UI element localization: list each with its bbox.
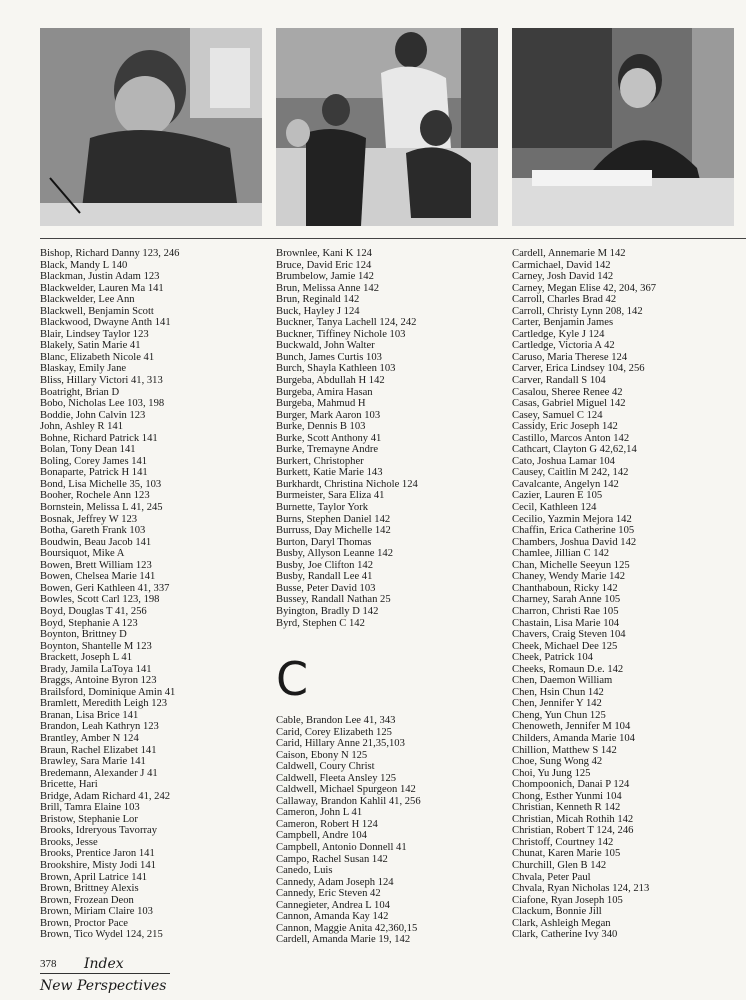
index-entry: John, Ashley R 141 — [40, 421, 123, 433]
index-entry: Bishop, Richard Danny 123, 246 — [40, 248, 180, 259]
index-entry: Botha, Gareth Frank 103 — [40, 525, 146, 537]
index-entry: Casey, Samuel C 124 — [512, 409, 603, 421]
index-entry: Cheek, Patrick 104 — [512, 652, 593, 664]
page-number: 378 — [40, 958, 57, 970]
index-entry: Bonaparte, Patrick H 141 — [40, 467, 148, 479]
index-entry: Burgeba, Amira Hasan — [276, 386, 373, 398]
index-entry: Brownlee, Kani K 124 — [276, 248, 372, 259]
index-entry: Byington, Bradly D 142 — [276, 605, 379, 617]
index-entry: Black, Mandy L 140 — [40, 259, 128, 271]
index-column-1 — [40, 248, 265, 941]
index-entry: Braun, Rachel Elizabet 141 — [40, 744, 157, 756]
index-entry: Bosnak, Jeffrey W 123 — [40, 513, 138, 525]
index-entry: Burmeister, Sara Eliza 41 — [276, 490, 385, 502]
index-entry: Cheng, Yun Chun 125 — [512, 709, 606, 721]
index-entry: Chan, Michelle Seeyun 125 — [512, 559, 630, 571]
index-entry: Caldwell, Michael Spurgeon 142 — [276, 784, 416, 796]
index-entry: Cameron, John L 41 — [276, 807, 363, 819]
index-entry: Chambers, Joshua David 142 — [512, 536, 637, 548]
index-entry: Caldwell, Coury Christ — [276, 761, 375, 773]
index-entry: Burkhardt, Christina Nichole 124 — [276, 478, 418, 490]
index-entry: Brown, Frozean Deon — [40, 894, 134, 906]
index-entry: Clark, Catherine Ivy 340 — [512, 929, 618, 941]
index-entry: Burgeba, Mahmud H — [276, 398, 366, 410]
index-entry: Chen, Hsin Chun 142 — [512, 686, 604, 698]
index-entry: Bussey, Randall Nathan 25 — [276, 594, 391, 606]
index-entry: Cheek, Michael Dee 125 — [512, 640, 618, 652]
index-entry: Bristow, Stephanie Lor — [40, 813, 138, 825]
index-entry: Blanc, Elizabeth Nicole 41 — [40, 351, 155, 363]
index-entry: Bredemann, Alexander J 41 — [40, 767, 158, 779]
index-entry: Cheeks, Romaun D.e. 142 — [512, 663, 624, 675]
index-entry: Ciafone, Ryan Joseph 105 — [512, 894, 623, 906]
section-letter: C — [276, 652, 309, 706]
index-entry: Brandon, Leah Kathryn 123 — [40, 721, 159, 733]
index-entry: Bobo, Nicholas Lee 103, 198 — [40, 398, 165, 410]
index-entry: Brady, Jamila LaToya 141 — [40, 663, 152, 675]
index-entry: Brown, Proctor Pace — [40, 917, 128, 929]
index-entry: Chastain, Lisa Marie 104 — [512, 617, 620, 629]
index-entry: Carter, Benjamin James — [512, 317, 614, 329]
index-entry: Cannegieter, Andrea L 104 — [276, 899, 390, 911]
index-entry: Chaney, Wendy Marie 142 — [512, 571, 626, 583]
index-entry: Blackwood, Dwayne Anth 141 — [40, 317, 171, 329]
index-entry: Chong, Esther Yunmi 104 — [512, 790, 622, 802]
index-entry: Bowles, Scott Carl 123, 198 — [40, 594, 160, 606]
index-entry: Bowen, Brett William 123 — [40, 559, 152, 571]
index-entry: Burger, Mark Aaron 103 — [276, 409, 381, 421]
index-column-3 — [512, 248, 742, 941]
index-entry: Cazier, Lauren E 105 — [512, 490, 603, 502]
index-entry: Busby, Allyson Leanne 142 — [276, 548, 394, 560]
footer-subtitle: New Perspectives — [40, 978, 167, 994]
index-entry: Caruso, Maria Therese 124 — [512, 351, 628, 363]
index-entry: Bramlett, Meredith Leigh 123 — [40, 698, 168, 710]
index-entry: Byrd, Stephen C 142 — [276, 617, 365, 629]
index-entry: Chunat, Karen Marie 105 — [512, 848, 621, 860]
index-entry: Chvala, Ryan Nicholas 124, 213 — [512, 883, 650, 895]
index-entry: Chen, Jennifer Y 142 — [512, 698, 602, 710]
index-entry: Brown, Tico Wydel 124, 215 — [40, 929, 163, 941]
index-column-2-c-section — [276, 715, 501, 946]
index-entry: Boyd, Stephanie A 123 — [40, 617, 138, 629]
index-entry: Boyd, Douglas T 41, 256 — [40, 605, 147, 617]
index-entry: Christian, Micah Rothih 142 — [512, 813, 634, 825]
index-entry: Burch, Shayla Kathleen 103 — [276, 363, 396, 375]
index-entry: Brun, Reginald 142 — [276, 294, 360, 306]
index-entry: Brumbelow, Jamie 142 — [276, 271, 374, 283]
index-entry: Buck, Hayley J 124 — [276, 305, 360, 317]
index-entry: Burnette, Taylor York — [276, 502, 369, 514]
index-entry: Cecil, Kathleen 124 — [512, 502, 597, 514]
index-entry: Caldwell, Fleeta Ansley 125 — [276, 772, 397, 784]
index-entry: Brookshire, Misty Jodi 141 — [40, 859, 156, 871]
index-entry: Bunch, James Curtis 103 — [276, 351, 382, 363]
index-entry: Blackman, Justin Adam 123 — [40, 271, 160, 283]
index-entry: Clark, Ashleigh Megan — [512, 917, 611, 929]
index-entry: Campbell, Andre 104 — [276, 830, 367, 842]
index-entry: Buckner, Tanya Lachell 124, 242 — [276, 317, 417, 329]
index-entry: Christian, Kenneth R 142 — [512, 802, 621, 814]
index-entry: Casalou, Sheree Renee 42 — [512, 386, 623, 398]
index-entry: Burke, Dennis B 103 — [276, 421, 366, 433]
index-entry: Boynton, Shantelle M 123 — [40, 640, 152, 652]
index-entry: Burkert, Christopher — [276, 455, 364, 467]
index-entry: Christian, Robert T 124, 246 — [512, 825, 634, 837]
index-entry: Carney, Megan Elise 42, 204, 367 — [512, 282, 657, 294]
index-entry: Brooks, Prentice Jaron 141 — [40, 848, 155, 860]
index-entry: Choe, Sung Wong 42 — [512, 756, 603, 768]
index-entry: Buckner, Tiffiney Nichole 103 — [276, 328, 406, 340]
index-entry: Buckwald, John Walter — [276, 340, 375, 352]
index-entry: Carver, Erica Lindsey 104, 256 — [512, 363, 645, 375]
index-entry: Burke, Scott Anthony 41 — [276, 432, 382, 444]
index-entry: Brooks, Idreryous Tavorray — [40, 825, 158, 837]
index-column-2 — [276, 248, 501, 629]
index-entry: Blair, Lindsey Taylor 123 — [40, 328, 149, 340]
index-entry: Boddie, John Calvin 123 — [40, 409, 146, 421]
index-entry: Causey, Caitlin M 242, 142 — [512, 467, 629, 479]
index-entry: Carid, Corey Elizabeth 125 — [276, 726, 392, 738]
index-entry: Charron, Christi Rae 105 — [512, 605, 619, 617]
index-entry: Christoff, Courtney 142 — [512, 836, 614, 848]
index-entry: Bohne, Richard Patrick 141 — [40, 432, 158, 444]
index-entry: Canedo, Luis — [276, 865, 333, 877]
index-entry: Blackwell, Benjamin Scott — [40, 305, 154, 317]
index-entry: Bolan, Tony Dean 141 — [40, 444, 136, 456]
index-entry: Cato, Joshua Lamar 104 — [512, 455, 615, 467]
index-entry: Blaskay, Emily Jane — [40, 363, 127, 375]
index-entry: Chompoonich, Danai P 124 — [512, 779, 630, 791]
index-entry: Cassidy, Eric Joseph 142 — [512, 421, 618, 433]
index-entry: Churchill, Glen B 142 — [512, 859, 607, 871]
index-entry: Cardell, Annemarie M 142 — [512, 248, 626, 259]
index-entry: Cannon, Amanda Kay 142 — [276, 911, 389, 923]
index-entry: Brown, Miriam Claire 103 — [40, 906, 153, 918]
index-entry: Chenoweth, Jennifer M 104 — [512, 721, 631, 733]
index-entry: Cable, Brandon Lee 41, 343 — [276, 715, 396, 726]
index-entry: Casas, Gabriel Miguel 142 — [512, 398, 626, 410]
index-entry: Cartledge, Kyle J 124 — [512, 328, 605, 340]
index-entry: Callaway, Brandon Kahlil 41, 256 — [276, 795, 421, 807]
index-entry: Cavalcante, Angelyn 142 — [512, 478, 619, 490]
index-entry: Busse, Peter David 103 — [276, 582, 376, 594]
index-entry: Brawley, Sara Marie 141 — [40, 756, 146, 768]
index-entry: Blakely, Satin Marie 41 — [40, 340, 141, 352]
index-entry: Campo, Rachel Susan 142 — [276, 853, 388, 865]
index-entry: Brown, April Latrice 141 — [40, 871, 148, 883]
students-group-photo — [276, 28, 498, 226]
index-entry: Clackum, Bonnie Jill — [512, 906, 602, 918]
index-entry: Burgeba, Abdullah H 142 — [276, 375, 385, 387]
index-entry: Chvala, Peter Paul — [512, 871, 591, 883]
index-entry: Cecilio, Yazmin Mejora 142 — [512, 513, 632, 525]
index-entry: Busby, Joe Clifton 142 — [276, 559, 374, 571]
index-entry: Campbell, Antonio Donnell 41 — [276, 842, 407, 854]
index-entry: Bridge, Adam Richard 41, 242 — [40, 790, 171, 802]
index-entry: Burton, Daryl Thomas — [276, 536, 372, 548]
index-entry: Cardell, Amanda Marie 19, 142 — [276, 934, 411, 946]
index-entry: Bornstein, Melissa L 41, 245 — [40, 502, 163, 514]
index-entry: Boynton, Brittney D — [40, 629, 127, 641]
index-entry: Cannedy, Eric Steven 42 — [276, 888, 381, 900]
index-entry: Bowen, Chelsea Marie 141 — [40, 571, 156, 583]
index-entry: Brooks, Jesse — [40, 836, 98, 848]
index-entry: Boatright, Brian D — [40, 386, 120, 398]
index-entry: Chaffin, Erica Catherine 105 — [512, 525, 635, 537]
index-entry: Bond, Lisa Michelle 35, 103 — [40, 478, 162, 490]
index-entry: Brun, Melissa Anne 142 — [276, 282, 379, 294]
index-entry: Blackwelder, Lee Ann — [40, 294, 135, 306]
index-entry: Carmichael, David 142 — [512, 259, 611, 271]
index-entry: Brackett, Joseph L 41 — [40, 652, 132, 664]
index-entry: Bliss, Hillary Victori 41, 313 — [40, 375, 163, 387]
index-entry: Castillo, Marcos Anton 142 — [512, 432, 630, 444]
index-entry: Chavers, Craig Steven 104 — [512, 629, 626, 641]
index-entry: Brantley, Amber N 124 — [40, 732, 139, 744]
index-entry: Chamlee, Jillian C 142 — [512, 548, 610, 560]
index-entry: Boursiquot, Mike A — [40, 548, 125, 560]
footer-title: Index — [84, 956, 124, 972]
index-entry: Carroll, Christy Lynn 208, 142 — [512, 305, 643, 317]
index-entry: Boling, Corey James 141 — [40, 455, 148, 467]
index-entry: Cathcart, Clayton G 42,62,14 — [512, 444, 637, 456]
index-entry: Carney, Josh David 142 — [512, 271, 614, 283]
index-entry: Brown, Brittney Alexis — [40, 883, 139, 895]
index-entry: Boudwin, Beau Jacob 141 — [40, 536, 152, 548]
index-entry: Childers, Amanda Marie 104 — [512, 732, 635, 744]
index-entry: Chillion, Matthew S 142 — [512, 744, 617, 756]
index-entry: Branan, Lisa Brice 141 — [40, 709, 139, 721]
index-entry: Cannon, Maggie Anita 42,360,15 — [276, 922, 418, 934]
index-entry: Bruce, David Eric 124 — [276, 259, 372, 271]
index-entry: Brill, Tamra Elaine 103 — [40, 802, 140, 814]
header-divider — [40, 238, 746, 239]
index-entry: Busby, Randall Lee 41 — [276, 571, 373, 583]
index-entry: Blackwelder, Lauren Ma 141 — [40, 282, 164, 294]
index-entry: Chanthaboun, Ricky 142 — [512, 582, 618, 594]
index-entry: Caison, Ebony N 125 — [276, 749, 368, 761]
index-entry: Booher, Rochele Ann 123 — [40, 490, 150, 502]
student-at-desk-photo — [512, 28, 734, 226]
index-entry: Bowen, Geri Kathleen 41, 337 — [40, 582, 170, 594]
index-entry: Cannedy, Adam Joseph 124 — [276, 876, 394, 888]
index-entry: Carid, Hillary Anne 21,35,103 — [276, 738, 405, 750]
index-entry: Carver, Randall S 104 — [512, 375, 606, 387]
index-entry: Bricette, Hari — [40, 779, 98, 791]
index-entry: Braggs, Antoine Byron 123 — [40, 675, 157, 687]
index-entry: Burns, Stephen Daniel 142 — [276, 513, 391, 525]
index-entry: Choi, Yu Jung 125 — [512, 767, 591, 779]
index-entry: Cameron, Robert H 124 — [276, 818, 378, 830]
index-entry: Burke, Tremayne Andre — [276, 444, 379, 456]
footer-divider — [40, 973, 170, 974]
index-entry: Chen, Daemon William — [512, 675, 613, 687]
student-writing-photo — [40, 28, 262, 226]
index-entry: Burkett, Katie Marie 143 — [276, 467, 383, 479]
index-entry: Charney, Sarah Anne 105 — [512, 594, 621, 606]
index-entry: Carroll, Charles Brad 42 — [512, 294, 617, 306]
index-entry: Burruss, Day Michelle 142 — [276, 525, 391, 537]
index-entry: Cartledge, Victoria A 42 — [512, 340, 615, 352]
index-entry: Brailsford, Dominique Amin 41 — [40, 686, 176, 698]
